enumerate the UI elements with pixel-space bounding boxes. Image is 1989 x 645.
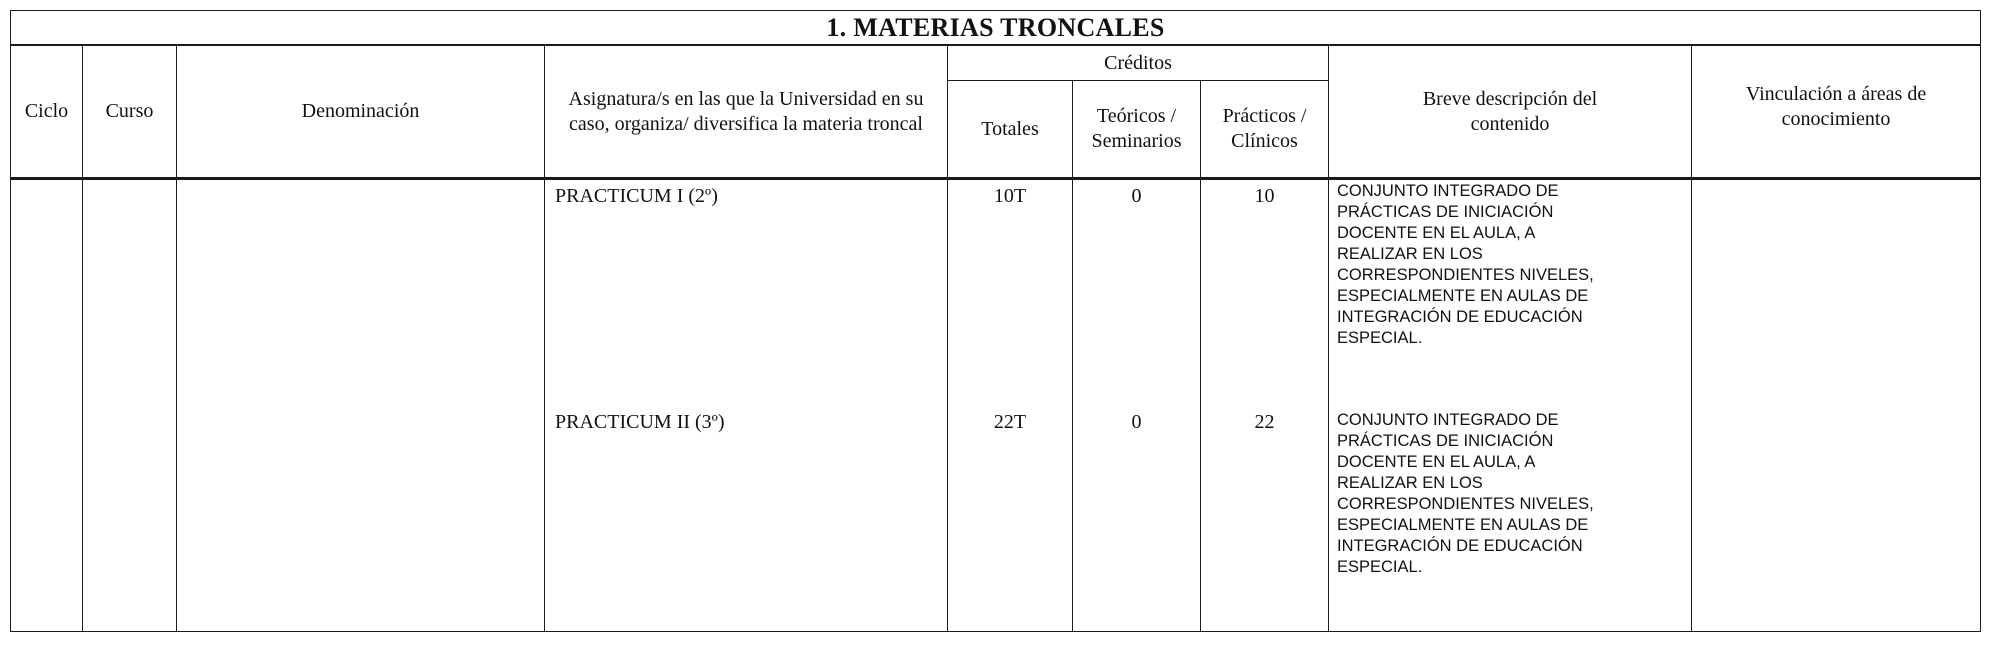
cell-totales [948,179,1073,632]
header-descripcion [1329,45,1692,179]
table-row [11,179,1981,632]
description-1-line: INTEGRACIÓN DE EDUCACIÓN [1337,308,1583,326]
subject-practicum-2: PRACTICUM II (3º) [555,411,725,433]
header-curso: Curso [83,45,177,179]
cell-vinculacion [1692,179,1981,632]
subject-practicum-1: PRACTICUM I (2º) [555,185,718,207]
practicos-value-1: 10 [1254,185,1275,207]
cell-asignatura [545,179,948,632]
description-1-line: DOCENTE EN EL AULA, A [1337,224,1536,242]
description-1-line: CORRESPONDIENTES NIVELES, [1337,266,1594,284]
header-practicos [1201,81,1329,179]
description-1-line: REALIZAR EN LOS [1337,245,1483,263]
cell-denominacion [177,179,545,632]
description-2-line: REALIZAR EN LOS [1337,474,1483,492]
header-denominacion: Denominación [177,45,545,179]
table-title: 1. MATERIAS TRONCALES [11,11,1981,46]
practicos-value-2: 22 [1254,411,1275,433]
description-1-line: ESPECIALMENTE EN AULAS DE [1337,287,1589,305]
description-2-line: INTEGRACIÓN DE EDUCACIÓN [1337,537,1583,555]
header-practicos-text: Prácticos / Clínicos [1222,105,1307,152]
cell-teoricos [1073,179,1201,632]
teoricos-value-1: 0 [1131,185,1142,207]
description-2-line: PRÁCTICAS DE INICIACIÓN [1337,432,1554,450]
description-1-line: ESPECIAL. [1337,329,1423,347]
cell-practicos [1201,179,1329,632]
header-asignatura-text: Asignatura/s en las que la Universidad en su caso, organiza/ diversifica la materia troncal [568,87,924,135]
header-descripcion-text: Breve descripción del contenido [1422,87,1598,135]
title-row [11,11,1981,46]
teoricos-value-2: 0 [1131,411,1142,433]
totales-value-2: 22T [993,411,1027,433]
description-1-line: PRÁCTICAS DE INICIACIÓN [1337,203,1554,221]
cell-ciclo [11,179,83,632]
description-2 [1329,410,1691,578]
header-vinculacion-text: Vinculación a áreas de conocimiento [1745,83,1927,130]
header-teoricos-text: Teóricos / Seminarios [1091,105,1182,152]
header-ciclo: Ciclo [11,45,83,179]
header-teoricos [1073,81,1201,179]
header-totales: Totales [948,81,1073,179]
header-row-top [11,45,1981,81]
description-2-line: ESPECIALMENTE EN AULAS DE [1337,516,1589,534]
description-2-line: CONJUNTO INTEGRADO DE [1337,411,1559,429]
header-asignatura [545,45,948,179]
description-2-line: ESPECIAL. [1337,558,1423,576]
header-vinculacion [1692,45,1981,179]
cell-curso [83,179,177,632]
description-2-line: CORRESPONDIENTES NIVELES, [1337,495,1594,513]
header-creditos: Créditos [948,45,1329,81]
cell-descripcion [1329,179,1692,632]
description-2-line: DOCENTE EN EL AULA, A [1337,453,1536,471]
troncales-table [10,10,1981,632]
totales-value-1: 10T [993,185,1027,207]
description-1-line: CONJUNTO INTEGRADO DE [1337,182,1559,200]
description-1 [1329,181,1691,349]
